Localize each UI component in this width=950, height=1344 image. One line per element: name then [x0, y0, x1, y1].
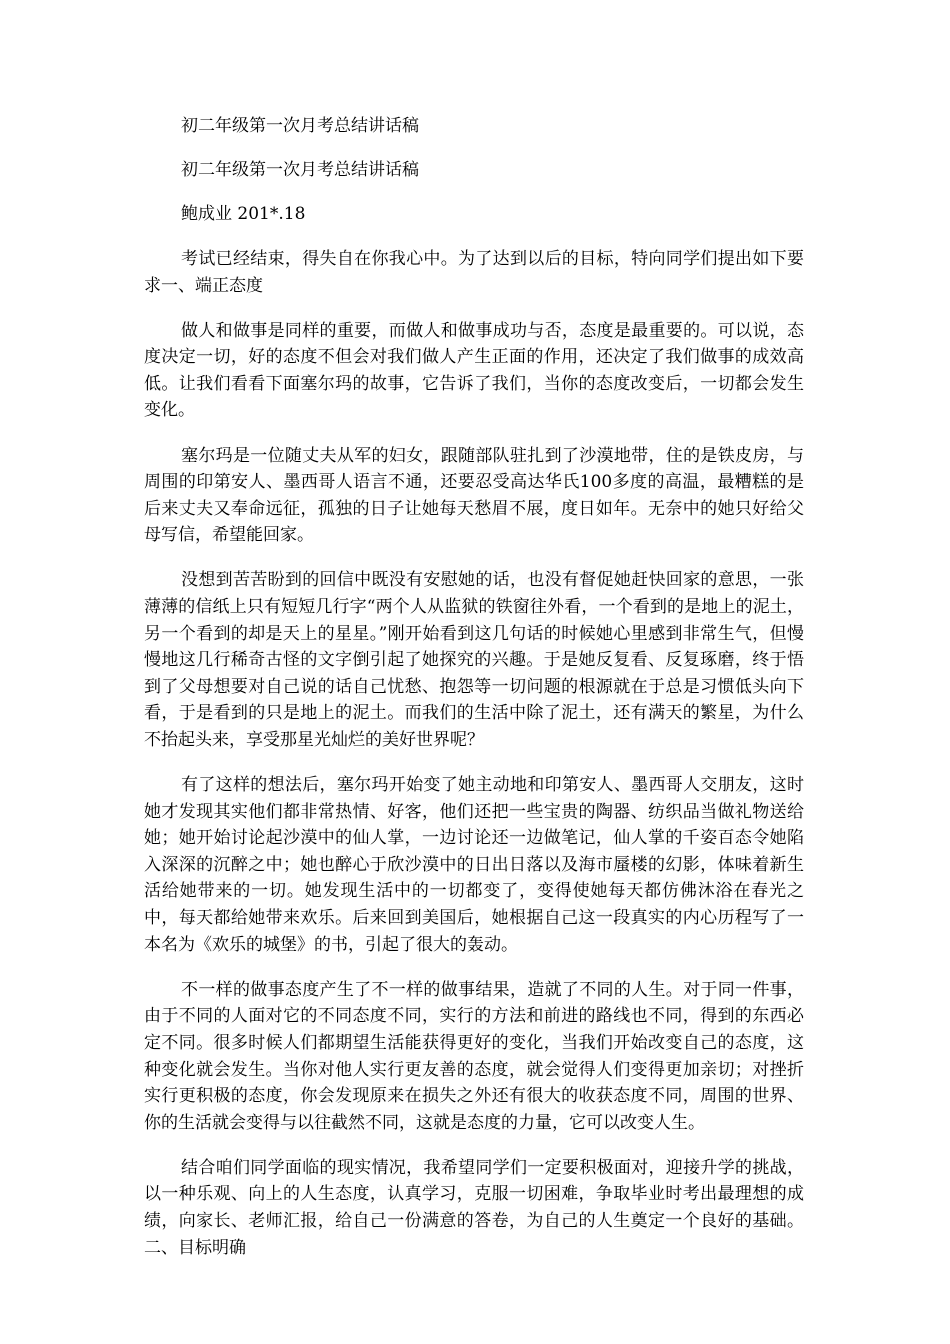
- paragraph-parents-letter: 没想到苦苦盼到的回信中既没有安慰她的话，也没有督促她赶快回家的意思，一张薄薄的信纸上只有短短几行字“两个人从监狱的铁窗往外看，一个看到的是地上的泥土，另一个看到的却是天上的星星。”刚开始看到这几句话的时候她心里感到非常生气，但慢慢地这几行稀奇古怪的文字倒引起了她探究的兴趣。于是她反复看、反复琢磨，终于悟到了父母想要对自己说的话自己忧愁、抱怨等一切问题的根源就在于总是习惯低头向下看，于是看到的只是地上的泥土。而我们的生活中除了泥土，还有满天的繁星，为什么不抬起头来，享受那星光灿烂的美好世界呢？: [144, 570, 804, 750]
- document-page: [144, 112, 804, 1280]
- paragraph-conclusion: 结合咱们同学面临的现实情况，我希望同学们一定要积极面对，迎接升学的挑战，以一种乐观、向上的人生态度，认真学习，克服一切困难，争取毕业时考出最理想的成绩，向家长、老师汇报，给自己一份满意的答卷，为自己的人生奠定一个良好的基础。二、目标明确: [144, 1157, 804, 1258]
- paragraph-selma-change: 有了这样的想法后，塞尔玛开始变了她主动地和印第安人、墨西哥人交朋友，这时她才发现其实他们都非常热情、好客，他们还把一些宝贵的陶器、纺织品当做礼物送给她；她开始讨论起沙漠中的仙人掌，一边讨论还一边做笔记，仙人掌的千姿百态令她陷入深深的沉醉之中；她也醉心于欣沙漠中的日出日落以及海市蜃楼的幻影，体味着新生活给她带来的一切。她发现生活中的一切都变了，变得使她每天都仿佛沐浴在春光之中，每天都给她带来欢乐。后来回到美国后，她根据自己这一段真实的内心历程写了一本名为《欢乐的城堡》的书，引起了很大的轰动。: [144, 775, 804, 955]
- paragraph-selma-story: 塞尔玛是一位随丈夫从军的妇女，跟随部队驻扎到了沙漠地带，住的是铁皮房，与周围的印第安人、墨西哥人语言不通，还要忍受高达华氏100多度的高温，最糟糕的是后来丈夫又奉命远征，孤独的日子让她每天愁眉不展，度日如年。无奈中的她只好给父母写信，希望能回家。: [144, 445, 804, 546]
- paragraph-different-attitude: 不一样的做事态度产生了不一样的做事结果，造就了不同的人生。对于同一件事，由于不同的人面对它的不同态度不同，实行的方法和前进的路线也不同，得到的东西必定不同。很多时候人们都期望生活能获得更好的变化，当我们开始改变自己的态度，这种变化就会发生。当你对他人实行更友善的态度，就会觉得人们变得更加亲切；对挫折实行更积极的态度，你会发现原来在损失之外还有很大的收获态度不同，周围的世界、你的生活就会变得与以往截然不同，这就是态度的力量，它可以改变人生。: [144, 979, 804, 1133]
- paragraph-attitude: 做人和做事是同样的重要，而做人和做事成功与否，态度是最重要的。可以说，态度决定一切，好的态度不但会对我们做人产生正面的作用，还决定了我们做事的成效高低。让我们看看下面塞尔玛的故事，它告诉了我们，当你的态度改变后，一切都会发生变化。: [144, 320, 804, 421]
- document-title: 初二年级第一次月考总结讲话稿: [181, 116, 419, 136]
- paragraph-intro: 考试已经结束，得失自在你我心中。为了达到以后的目标，特向同学们提出如下要求一、端正态度: [144, 249, 804, 296]
- author-date: 鲍成业 201*.18: [181, 204, 306, 224]
- document-subtitle: 初二年级第一次月考总结讲话稿: [181, 160, 419, 180]
